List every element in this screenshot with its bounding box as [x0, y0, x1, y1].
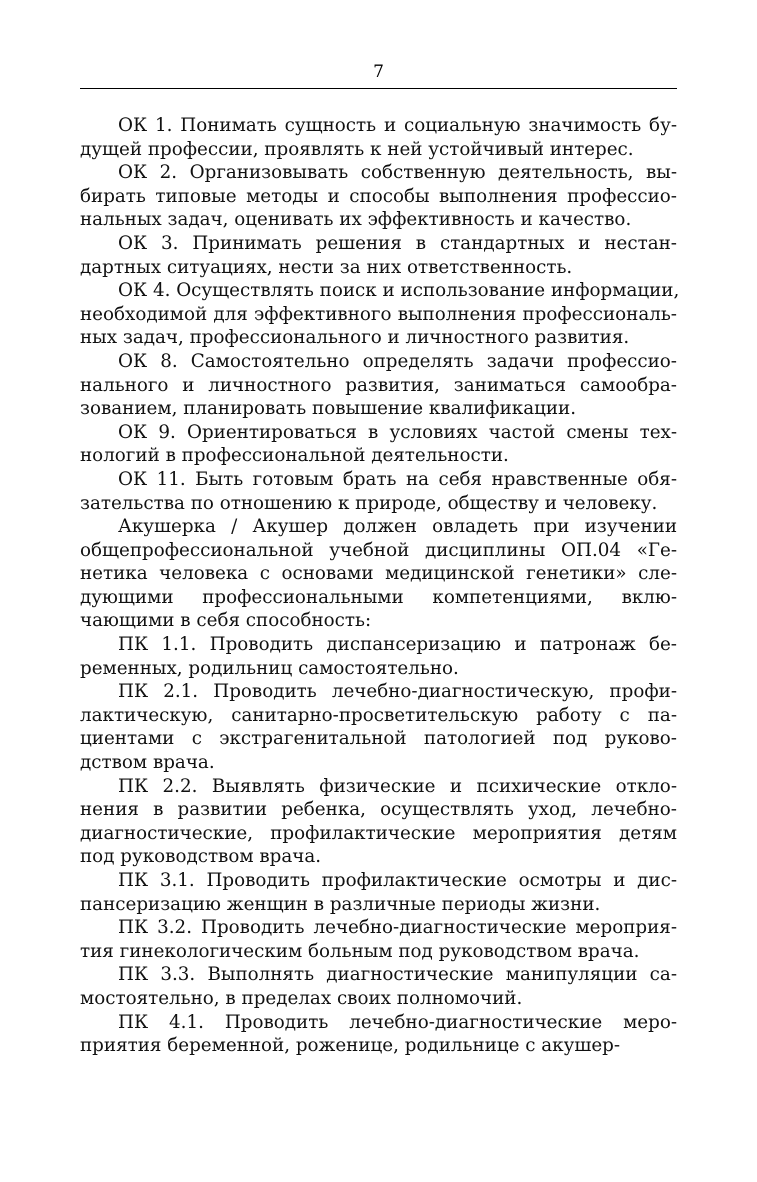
text-line: ПК 3.3. Выполнять диагностические манипуляции са- [118, 964, 677, 986]
text-line: нального и личностного развития, заниматься самообра- [80, 374, 677, 396]
text-line: нетика человека с основами медицинской генетики» сле- [80, 563, 677, 585]
text-line: мостоятельно, в пределах своих полномочий. [80, 987, 523, 1009]
text-line: ОК 2. Организовывать собственную деятельность, вы- [118, 162, 677, 184]
text-line: приятия беременной, роженице, родильнице с акушер- [80, 1035, 621, 1057]
paragraph [80, 114, 677, 161]
paragraph [80, 515, 677, 633]
text-line: Акушерка / Акушер должен овладеть при изучении [118, 516, 677, 538]
text-line: ременных, родильниц самостоятельно. [80, 657, 459, 679]
text-line: дущей профессии, проявлять к ней устойчивый интерес. [80, 138, 634, 160]
text-line: дующими профессиональными компетенциями, вклю- [80, 586, 677, 608]
paragraph [80, 468, 677, 515]
text-line: ПК 2.2. Выявлять физические и психические откло- [118, 775, 677, 797]
text-line: ных задач, профессионального и личностного развития. [80, 327, 630, 349]
text-line: ПК 4.1. Проводить лечебно-диагностические меро- [118, 1011, 677, 1033]
paragraph [80, 680, 677, 774]
paragraph [80, 350, 677, 421]
text-line: лактическую, санитарно-просветительскую работу с па- [80, 704, 677, 726]
body-text [80, 114, 680, 1058]
text-line: нологий в профессиональной деятельности. [80, 445, 509, 467]
text-line: зательства по отношению к природе, обществу и человеку. [80, 492, 658, 514]
text-line: дством врача. [80, 752, 215, 774]
text-line: нальных задач, оценивать их эффективность и качество. [80, 209, 632, 231]
text-line: чающими в себя способность: [80, 610, 372, 632]
text-line: под руководством врача. [80, 846, 322, 868]
paragraph [80, 963, 677, 1010]
paragraph [80, 916, 677, 963]
header-rule [80, 88, 677, 89]
paragraph [80, 279, 680, 350]
text-line: ПК 3.1. Проводить профилактические осмотры и дис- [118, 870, 677, 891]
text-line: ПК 3.2. Проводить лечебно-диагностические мероприя- [118, 917, 677, 939]
text-line: ПК 1.1. Проводить диспансеризацию и патронаж бе- [118, 634, 677, 656]
paragraph [80, 775, 677, 869]
paragraph [80, 633, 677, 680]
text-line: ОК 3. Принимать решения в стандартных и нестан- [118, 232, 677, 254]
text-line: нения в развитии ребенка, осуществлять уход, лечебно- [80, 799, 677, 821]
paragraph [80, 161, 677, 232]
text-line: бирать типовые методы и способы выполнения профессио- [80, 185, 677, 207]
page-number: 7 [373, 62, 384, 82]
text-line: ОК 9. Ориентироваться в условиях частой смены тех- [118, 421, 677, 443]
paragraph [80, 421, 677, 468]
text-line: ОК 4. Осуществлять поиск и использование информации, [118, 280, 680, 302]
paragraph [80, 869, 677, 916]
text-line: ОК 8. Самостоятельно определять задачи профессио- [118, 350, 677, 372]
text-line: пансеризацию женщин в различные периоды жизни. [80, 893, 601, 915]
paragraph [80, 1011, 677, 1058]
paragraph [80, 232, 677, 279]
text-line: диагностические, профилактические мероприятия детям [80, 822, 677, 844]
text-line: циентами с экстрагенитальной патологией под руково- [80, 728, 677, 750]
text-line: тия гинекологическим больным под руководством врача. [80, 940, 640, 962]
text-line: необходимой для эффективного выполнения профессиональ- [80, 303, 677, 325]
text-line: общепрофессиональной учебной дисциплины ОП.04 «Ге- [80, 539, 677, 561]
text-line: ОК 1. Понимать сущность и социальную значимость бу- [118, 115, 677, 136]
text-line: ОК 11. Быть готовым брать на себя нравственные обя- [118, 468, 677, 490]
text-line: ПК 2.1. Проводить лечебно-диагностическую, профи- [118, 681, 677, 703]
text-line: зованием, планировать повышение квалификации. [80, 398, 577, 420]
text-line: дартных ситуациях, нести за них ответственность. [80, 256, 573, 278]
